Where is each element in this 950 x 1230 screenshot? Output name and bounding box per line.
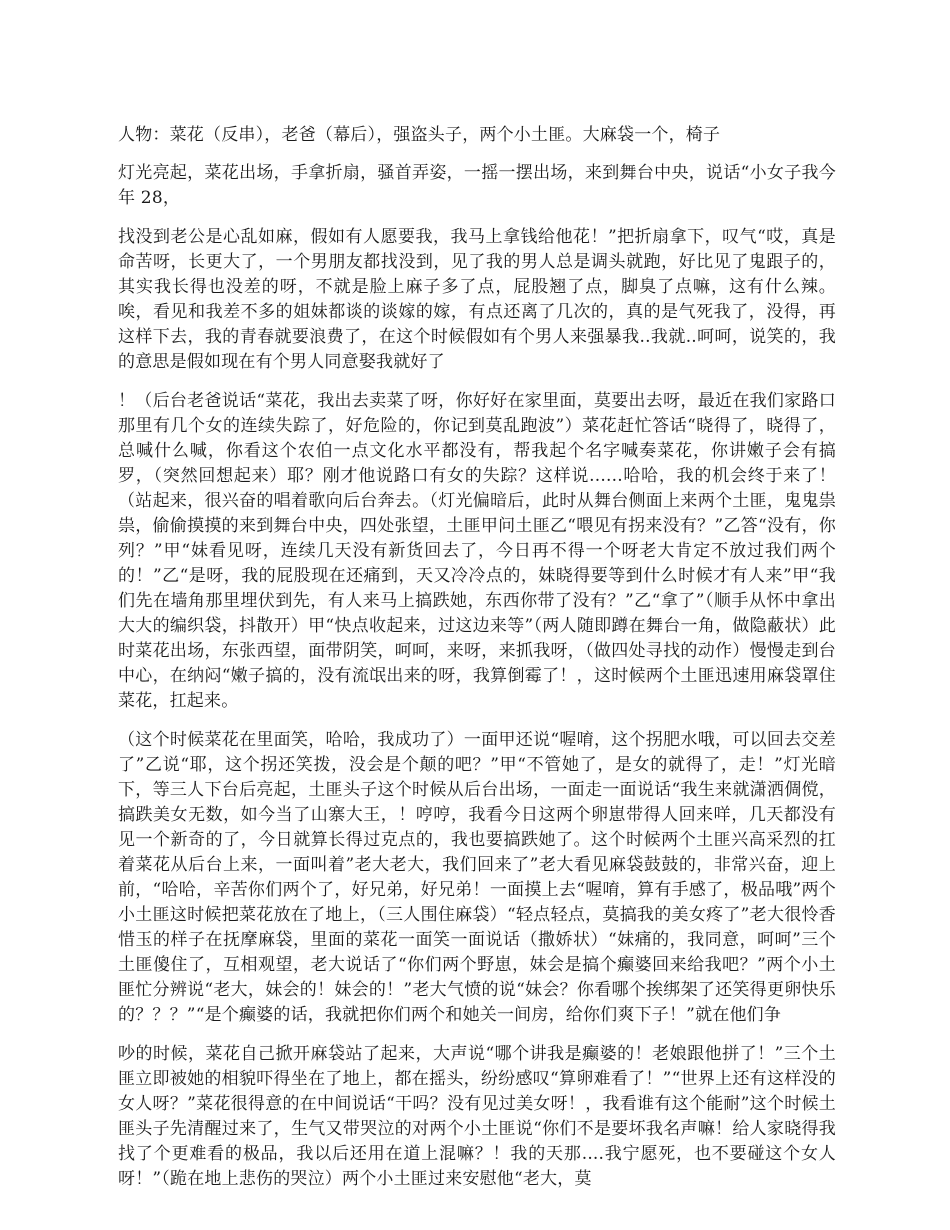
paragraph-bandit-leader: （这个时候菜花在里面笑，哈哈，我成功了）一面甲还说“喔唷，这个拐肥水哦，可以回去交差了”乙说“耶，这个拐还笑拨，没会是个颠的吧？”甲“不管她了，是女的就得了，走！”灯光暗下，等三人下台后亮起，土匪头子这个时候从后台出场，一面走一面说话“我生来就潇洒倜傥，搞跌美女无数，如今当了山寨大王，！哼哼，我看今日这两个卵崽带得人回来咩，几天都没有见一个新奇的了，今日就算长得过克点的，我也要搞跌她了。这个时候两个土匪兴高采烈的扛着菜花从后台上来，一面叫着”老大老大，我们回来了”老大看见麻袋鼓鼓的，非常兴奋，迎上前，“哈哈，辛苦你们两个了，好兄弟，好兄弟！一面摸上去“喔唷，算有手感了，极品哦”两个小土匪这时候把菜花放在了地上，（三人围住麻袋）“轻点轻点，莫搞我的美女疼了”老大很怜香惜玉的样子在抚摩麻袋，里面的菜花一面笑一面说话（撒娇状）“妹痛的，我同意，呵呵”三个土匪傻住了，互相观望，老大说话了“你们两个野崽，妹会是搞个癫婆回来给我吧？”两个小土匪忙分辨说“老大，妹会的！妹会的！”老大气愤的说“妹会？你看哪个挨绑架了还笑得更卵快乐的？？？”“是个癫婆的话，我就把你们两个和她关一间房，给你们爽下子！”就在他们争 bbox=[118, 730, 836, 1025]
paragraph-characters: 人物：菜花（反串），老爸（幕后），强盗头子，两个小土匪。大麻袋一个，椅子 bbox=[118, 125, 721, 145]
paragraph-opening: 灯光亮起，菜花出场，手拿折扇，骚首弄姿，一摇一摆出场，来到舞台中央，说话“小女子我今年 28， bbox=[118, 163, 836, 208]
paragraph-reveal: 吵的时候，菜花自己掀开麻袋站了起来，大声说“哪个讲我是癫婆的！老娘跟他拼了！”三个土匪立即被她的相貌吓得坐在了地上，都在摇头，纷纷感叹“算卵难看了！”“世界上还有这样没的女人呀？”菜花很得意的在中间说话“干吗？没有见过美女呀！，我看谁有这个能耐”这个时候土匪头子先清醒过来了，生气又带哭泣的对两个小土匪说“你们不是要坏我名声嘛！给人家晓得我找了个更难看的极品，我以后还用在道上混嘛？！我的天那....我宁愿死，也不要碰这个女人呀！”（跪在地上悲伤的哭泣）两个小土匪过来安慰他“老大，莫 bbox=[118, 1044, 836, 1189]
paragraph-bandits-ambush: ！（后台老爸说话“菜花，我出去卖菜了呀，你好好在家里面，莫要出去呀，最近在我们家路口那里有几个女的连续失踪了，好危险的，你记到莫乱跑波”）菜花赶忙答话“晓得了，晓得了，总喊什么喊，你看这个农伯一点文化水平都没有，帮我起个名字喊奏菜花，你讲嫩子会有搞罗，（突然回想起来）耶？刚才他说路口有女的失踪？这样说......哈哈，我的机会终于来了！（站起来，很兴奋的唱着歌向后台奔去。（灯光偏暗后，此时从舞台侧面上来两个土匪，鬼鬼祟祟，偷偷摸摸的来到舞台中央，四处张望，土匪甲问土匪乙“喂见有拐来没有？”乙答“没有，你列？”甲“妹看见呀，连续几天没有新货回去了，今日再不得一个呀老大肯定不放过我们两个的！”乙“是呀，我的屁股现在还痛到，天又冷冷点的，妹晓得要等到什么时候才有人来”甲“我们先在墙角那里埋伏到先，有人来马上搞跌她，东西你带了没有？”乙“拿了”（顺手从怀中拿出大大的编织袋，抖散开）甲“快点收起来，过这边来等”（两人随即蹲在舞台一角，做隐蔽状）此时菜花出场，东张西望，面带阴笑，呵呵，来呀，来抓我呀，（做四处寻找的动作）慢慢走到台中心，在纳闷“嫩子搞的，没有流氓出来的呀，我算倒霉了！，这时候两个土匪迅速用麻袋罩住菜花，扛起来。 bbox=[118, 391, 836, 711]
document-page bbox=[118, 123, 836, 1206]
paragraph-monologue: 找没到老公是心乱如麻，假如有人愿要我，我马上拿钱给他花！”把折扇拿下，叹气“哎，真是命苦呀，长更大了，一个男朋友都找没到，见了我的男人总是调头就跑，好比见了鬼跟子的，其实我长得也没差的呀，不就是脸上麻子多了点，屁股翘了点，脚臭了点嘛，这有什么辣。唉，看见和我差不多的姐妹都谈的谈嫁的嫁，有点还离了几次的，真的是气死我了，没得，再这样下去，我的青春就要浪费了，在这个时候假如有个男人来强暴我..我就..呵呵，说笑的，我的意思是假如现在有个男人同意娶我就好了 bbox=[118, 227, 836, 372]
